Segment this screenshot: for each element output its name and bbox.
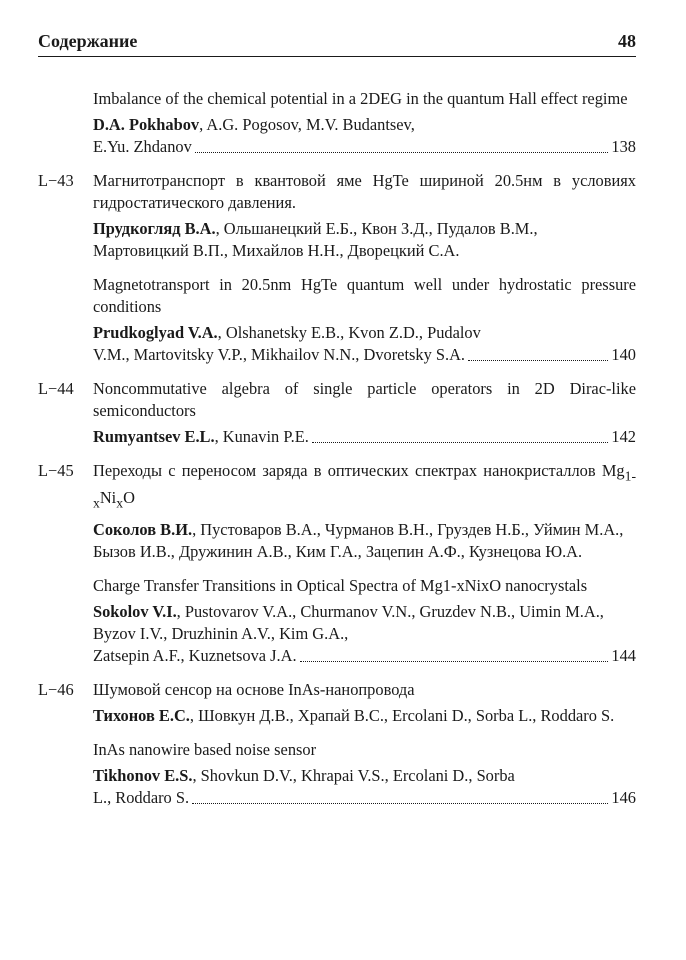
- entry-block: [93, 378, 636, 448]
- toc-entry: [38, 378, 636, 448]
- entry-title: Переходы с переносом заряда в оптических спектрах нанокристаллов $Mg_{1-x}Ni_xO$: [93, 461, 636, 511]
- lead-author: Sokolov V.I.: [93, 601, 177, 621]
- page-ref-line: [93, 645, 636, 667]
- authors-last-line: Zatsepin A.F., Kuznetsova J.A.: [93, 645, 297, 665]
- page-number: 48: [618, 31, 636, 51]
- entry-authors: [93, 519, 636, 563]
- entry-page: 142: [611, 427, 636, 446]
- entry-authors: [93, 765, 636, 809]
- toc-entry: [38, 679, 636, 809]
- dot-leader: [312, 442, 609, 443]
- section-title: Содержание: [38, 31, 138, 51]
- entry-authors: [93, 426, 636, 448]
- dot-leader: [300, 661, 609, 662]
- other-authors: , A.G. Pogosov, M.V. Budantsev,: [199, 115, 415, 134]
- other-authors: , Pustovarov V.A., Churmanov V.N., Gruzdev N.B., Uimin M.A., Byzov I.V., Druzhinin A.V., Kim G.A.,: [93, 601, 604, 643]
- authors-last-line: V.M., Martovitsky V.P., Mikhailov N.N., Dvoretsky S.A.: [93, 345, 466, 364]
- other-authors: , Шовкун Д.В., Храпай В.С., Ercolani D., Sorba L., Roddaro S.: [189, 705, 615, 725]
- entry-title: Магнитотранспорт в квантовой яме HgTe шириной 20.5нм в условиях гидростатического давления.: [93, 171, 636, 212]
- entry-code: L−44: [38, 379, 74, 398]
- entry-title: Magnetotransport in 20.5nm HgTe quantum well under hydrostatic pressure conditions: [93, 275, 636, 316]
- entry-authors: [93, 705, 636, 727]
- authors-last-line: E.Yu. Zhdanov: [93, 137, 192, 156]
- toc-entry: [38, 460, 636, 667]
- lead-author: Соколов В.И.: [93, 519, 193, 539]
- entry-page: 138: [611, 137, 636, 156]
- page-ref-line: [93, 426, 636, 448]
- toc-entry: [38, 88, 636, 158]
- page-ref-line: [93, 136, 636, 158]
- lead-author: Tikhonov E.S.: [93, 765, 193, 785]
- other-authors: , Пустоваров В.А., Чурманов В.Н., Груздев Н.Б., Уймин М.А., Бызов И.В., Дружинин А.В., Ким Г.А., Зацепин А.Ф., Кузнецова Ю.А.: [93, 519, 624, 561]
- entry-block: [93, 460, 636, 563]
- dot-leader: [195, 152, 609, 153]
- dot-leader: [192, 803, 608, 804]
- entry-title: Шумовой сенсор на основе InAs-нанопровода: [93, 679, 415, 699]
- lead-author: Rumyantsev E.L.: [93, 427, 215, 446]
- lead-author: D.A. Pokhabov: [93, 115, 200, 134]
- other-authors: , Ольшанецкий Е.Б., Квон З.Д., Пудалов В.М., Мартовицкий В.П., Михайлов Н.Н., Дворецкий С.А.: [93, 219, 538, 260]
- entry-code: L−45: [38, 461, 74, 480]
- entry-title: Imbalance of the chemical potential in a 2DEG in the quantum Hall effect regime: [93, 89, 628, 108]
- entry-page: 140: [611, 345, 636, 364]
- entry-authors: [93, 218, 636, 262]
- entry-title: Noncommutative algebra of single particle operators in 2D Dirac-like semiconductors: [93, 379, 636, 420]
- lead-author: Прудкогляд В.А.: [93, 219, 216, 238]
- page-ref-line: [93, 344, 636, 366]
- toc-entry: [38, 170, 636, 366]
- entry-page: 146: [611, 787, 636, 807]
- other-authors: , Olshanetsky E.B., Kvon Z.D., Pudalov: [217, 323, 481, 342]
- lead-author: Prudkoglyad V.A.: [93, 323, 218, 342]
- entry-authors: [93, 114, 636, 158]
- entry-block: [93, 575, 636, 667]
- page-header: [38, 30, 636, 57]
- dot-leader: [468, 360, 608, 361]
- entry-block: [93, 679, 636, 727]
- toc-entries: [38, 88, 636, 821]
- entry-code: L−46: [38, 679, 74, 699]
- lead-author: Тихонов Е.С.: [93, 705, 190, 725]
- other-authors: , Shovkun D.V., Khrapai V.S., Ercolani D., Sorba: [192, 765, 515, 785]
- other-authors: , Kunavin P.E.: [214, 427, 309, 446]
- entry-code: L−43: [38, 171, 74, 190]
- authors-last-line: L., Roddaro S.: [93, 787, 190, 807]
- page-ref-line: [93, 787, 636, 809]
- entry-authors: [93, 322, 636, 366]
- entry-page: 144: [611, 645, 636, 665]
- entry-title: Charge Transfer Transitions in Optical Spectra of Mg1-xNixO nanocrystals: [93, 575, 588, 595]
- entry-authors: [93, 601, 636, 667]
- entry-block: [93, 739, 636, 809]
- entry-block: [93, 170, 636, 262]
- entry-block: [93, 88, 636, 158]
- entry-block: [93, 274, 636, 366]
- entry-title: InAs nanowire based noise sensor: [93, 739, 317, 759]
